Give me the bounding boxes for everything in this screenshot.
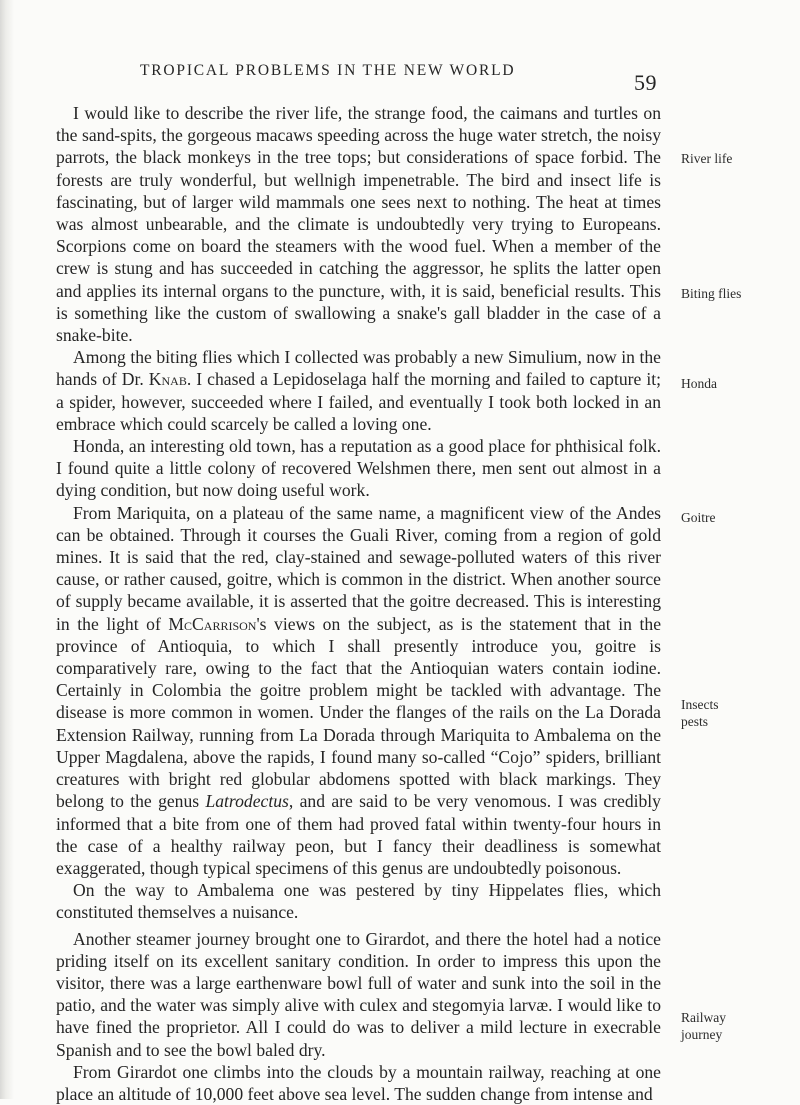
page-edge-shadow <box>0 0 14 1099</box>
body-text <box>56 102 661 1105</box>
text-segment: Among the biting flies which I collected was probably a new Simulium, now in the hands of Dr. <box>56 347 661 390</box>
text-segment: I would like to describe the river life, the strange food, the caimans and turtles on the sand-spits, the gorgeous macaws speeding across the huge water stretch, the noisy parrots, the black monkeys in the tree tops; but considerations of space forbid. The forests are truly wonderful, but wellnigh impenetrable. The bird and insect life is fascinating, but of larger wild mammals one sees next to nothing. The heat at times was almost unbearable, and the climate is undoubtedly very trying to Europeans. Scorpions come on board the steamers with the wood fuel. When a member of the crew is stung and has succeeded in catching the aggressor, he splits the latter open and applies its internal organs to the puncture, with, it is said, beneficial results. This is something like the custom of swallowing a snake's gall bladder in the case of a snake-bite. <box>56 103 661 346</box>
paragraph <box>56 502 661 879</box>
sidenote-insects-pests: Insects pests <box>681 697 719 729</box>
paragraph <box>56 435 661 502</box>
paragraph <box>56 928 661 1061</box>
paragraph <box>56 1061 661 1105</box>
sidenote-biting-flies: Biting flies <box>681 286 742 301</box>
text-segment: 's views on the subject, as is the statement that in the province of Antioquia, to which I shall presently introduce you, goitre is comparatively rare, owing to the fact that the Antioquian waters contain iodine. Certainly in Colombia the goitre problem might be tackled with advantage. The disease is more common in women. Under the flanges of the rails on the La Dorada Extension Railway, running from La Dorada through Mariquita to Ambalema on the Upper Magdalena, above the rapids, I found many so-called “Cojo” spiders, brilliant creatures with bright red globular abdomens spotted with black markings. They belong to the genus <box>56 613 661 812</box>
paragraph <box>56 879 661 923</box>
text-segment: On the way to Ambalema one was pestered by tiny Hippelates flies, which constituted themselves a nuisance. <box>56 880 661 923</box>
text-segment: From Mariquita, on a plateau of the same name, a magnificent view of the Andes can be obtained. Through it courses the Guali River, coming from a region of gold mines. It is said that the red, clay-stained and sewage-polluted waters of this river cause, or rather caused, goitre, which is common in the district. When another source of supply became available, it is asserted that the goitre decreased. This is interesting in the light of <box>56 502 661 634</box>
sidenote-railway-journey: Railway journey <box>681 1010 726 1042</box>
text-segment: Latrodectus <box>205 791 289 812</box>
text-segment: Honda, an interesting old town, has a reputation as a good place for phthisical folk. I found quite a little colony of recovered Welshmen there, men sent out almost in a dying condition, but now doing useful work. <box>56 436 661 501</box>
text-segment: McCarrison <box>168 613 257 634</box>
text-segment: Another steamer journey brought one to Girardot, and there the hotel had a notice priding itself on its excellent sanitary condition. In order to impress this upon the visitor, there was a large earthenware bowl full of water and sunk into the soil in the patio, and the water was simply alive with culex and stegomyia larvæ. I would like to have fined the proprietor. All I could do was to deliver a mild lecture in execrable Spanish and to see the bowl baled dry. <box>56 928 661 1060</box>
running-header: TROPICAL PROBLEMS IN THE NEW WORLD <box>140 62 516 79</box>
sidenote-honda: Honda <box>681 376 717 391</box>
text-segment: , and are said to be very venomous. I was credibly informed that a bite from one of them had proved fatal within twenty-four hours in the case of a healthy railway peon, but I fancy their deadliness is somewhat exaggerated, though typical specimens of this genus are undoubtedly poisonous. <box>56 791 661 878</box>
sidenote-goitre: Goitre <box>681 510 716 525</box>
paragraph <box>56 102 661 346</box>
text-segment: From Girardot one climbs into the clouds by a mountain railway, reaching at one place an altitude of 10,000 feet above sea level. The sudden change from intense and <box>56 1061 661 1104</box>
sidenote-river-life: River life <box>681 151 733 166</box>
paragraph <box>56 346 661 435</box>
page-number: 59 <box>634 70 657 95</box>
text-segment: . I chased a Lepidoselaga half the morning and failed to capture it; a spider, however, succeeded where I failed, and eventually I took both locked in an embrace which could scarcely be called a loving one. <box>56 369 661 434</box>
text-segment: Knab <box>148 369 187 390</box>
